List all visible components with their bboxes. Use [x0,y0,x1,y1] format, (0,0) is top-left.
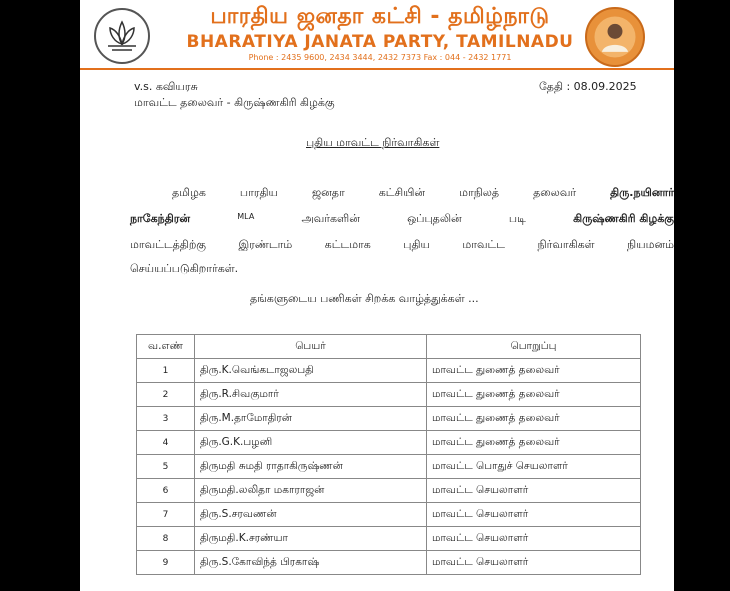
body-word: அவர்களின் [301,212,360,225]
name-cell: திரு.M.தாமோதிரன் [195,407,427,431]
body-line-4: செய்யப்படுகிறார்கள். [130,262,239,275]
body-word: MLA [237,212,255,221]
body-word: நாகேந்திரன் [130,212,191,225]
table-row [137,551,641,575]
role-cell: மாவட்ட செயலாளர் [427,551,641,575]
serial-cell: 8 [137,527,195,551]
office-bearers-table [136,334,641,575]
header-divider [80,68,674,70]
table-row [137,455,641,479]
serial-cell: 1 [137,359,195,383]
role-cell: மாவட்ட செயலாளர் [427,503,641,527]
body-word: இரண்டாம் [238,238,293,251]
header-title-english: BHARATIYA JANATA PARTY, TAMILNADU [186,32,574,52]
letter-date: தேதி : 08.09.2025 [539,80,637,93]
column-header-serial: வ.எண் [137,335,195,359]
body-word: தலைவர் [533,186,577,199]
role-cell: மாவட்ட பொதுச் செயலாளர் [427,455,641,479]
serial-cell: 5 [137,455,195,479]
body-word: படி [508,212,526,225]
name-cell: திரு.G.K.பழனி [195,431,427,455]
sender-name: v.s. கவியரசு [134,80,198,93]
body-word: தமிழக [172,186,206,199]
serial-cell: 9 [137,551,195,575]
body-word: பாரதிய [239,186,278,199]
serial-cell: 2 [137,383,195,407]
table-row [137,431,641,455]
wishes-line: தங்களுடைய பணிகள் சிறக்க வாழ்த்துக்கள் ... [250,292,479,305]
body-word: மாவட்டத்திற்கு [130,238,207,251]
table-header-row [137,335,641,359]
body-word: மாவட்ட [462,238,506,251]
column-header-name: பெயர் [195,335,427,359]
body-line-2 [130,212,674,227]
body-word: மாநிலத் [459,186,500,199]
body-word: கட்சியின் [378,186,426,199]
table-row [137,527,641,551]
role-cell: மாவட்ட துணைத் தலைவர் [427,359,641,383]
name-cell: திருமதி சுமதி ராதாகிருஷ்ணன் [195,455,427,479]
body-word: நியமனம் [627,238,674,251]
name-cell: திருமதி.லலிதா மகாராஜன் [195,479,427,503]
body-word: புதிய [403,238,430,251]
serial-cell: 7 [137,503,195,527]
role-cell: மாவட்ட துணைத் தலைவர் [427,383,641,407]
subject-heading: புதிய மாவட்ட நிர்வாகிகள் [306,136,440,149]
role-cell: மாவட்ட துணைத் தலைவர் [427,407,641,431]
name-cell: திருமதி.K.சரண்யா [195,527,427,551]
body-line-1 [130,186,674,201]
column-header-role: பொறுப்பு [427,335,641,359]
leader-portrait [585,7,645,67]
letter-page [80,0,674,591]
name-cell: திரு.R.சிவகுமார் [195,383,427,407]
body-word: திரு.நயினார் [610,186,674,199]
table-row [137,359,641,383]
header-phone-line: Phone : 2435 9600, 2434 3444, 2432 7373 Fax : 044 - 2432 1771 [248,53,512,62]
sender-designation: மாவட்ட தலைவர் - கிருஷ்ணகிரி கிழக்கு [134,96,335,109]
header-title-tamil: பாரதிய ஜனதா கட்சி - தமிழ்நாடு [210,4,550,29]
body-word: கட்டமாக [324,238,371,251]
body-line-3 [130,238,674,253]
body-word: கிருஷ்ணகிரி கிழக்கு [573,212,674,225]
lotus-logo-icon [94,8,150,64]
serial-cell: 6 [137,479,195,503]
table-row [137,407,641,431]
serial-cell: 3 [137,407,195,431]
body-word: ஜனதா [311,186,345,199]
table-row [137,479,641,503]
table-row [137,383,641,407]
body-word: நிர்வாகிகள் [537,238,595,251]
role-cell: மாவட்ட செயலாளர் [427,479,641,503]
body-word: ஒப்புதலின் [407,212,462,225]
role-cell: மாவட்ட செயலாளர் [427,527,641,551]
name-cell: திரு.S.கோவிந்த் பிரகாஷ் [195,551,427,575]
name-cell: திரு.K.வெங்கடாஜலபதி [195,359,427,383]
serial-cell: 4 [137,431,195,455]
table-row [137,503,641,527]
name-cell: திரு.S.சரவணன் [195,503,427,527]
role-cell: மாவட்ட துணைத் தலைவர் [427,431,641,455]
